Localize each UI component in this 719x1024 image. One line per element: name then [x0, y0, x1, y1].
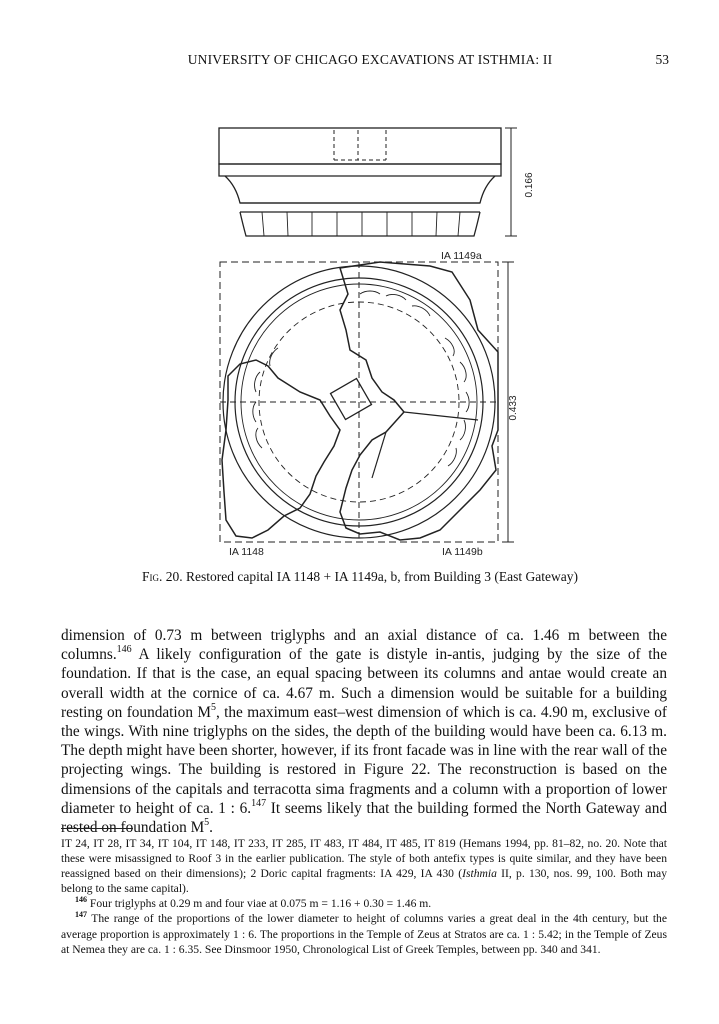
footnote-147 — [61, 911, 667, 956]
figure-caption — [60, 569, 660, 585]
footnote-ref-147[interactable]: 147 — [251, 797, 267, 809]
footnote-number-146: 146 — [75, 895, 87, 905]
label-ia-1149a: IA 1149a — [441, 250, 482, 262]
footnote-number-147: 147 — [75, 910, 87, 920]
footnote-cont-text-a: IT 24, IT 28, IT 34, IT 104, IT 148, IT 233, IT 285, IT 483, IT 484, IT 485, IT 819 (Hemans 1994, pp. 81–82, no. 20. Note that these were misassigned to Roof 3 in the earlier publication. The style of both antefix types is quite similar, and they have been reassigned based on their dimensions); 2 Doric capital fragments: IA 429, IA 430 ( — [61, 837, 667, 881]
footnote-cont-text-b: II, p. 130, nos. 99, 100. Both may belong to the same capital). — [61, 867, 667, 896]
figure-caption-text: Restored capital IA 1148 + IA 1149a, b, from Building 3 (East Gateway) — [185, 569, 579, 584]
page-number: 53 — [655, 52, 669, 67]
body-text-5: . — [209, 819, 213, 837]
capital-elevation — [219, 128, 501, 236]
footnote-cont-italic: Isthmia — [462, 867, 497, 881]
label-ia-1148: IA 1148 — [229, 546, 264, 558]
figure-caption-label: Fig. 20. — [141, 569, 183, 584]
footnote-146 — [61, 896, 667, 911]
running-head: UNIVERSITY OF CHICAGO EXCAVATIONS AT ISTHMIA: II — [187, 52, 553, 67]
fragment-ia-1148-outline — [222, 360, 340, 538]
plan-dimension: 0.433 — [508, 395, 519, 421]
body-text-4: It seems likely that the building formed the North Gateway and rested on foundation M — [61, 799, 667, 837]
footnote-divider — [61, 828, 133, 829]
body-paragraph — [61, 626, 667, 837]
body-text-2: A likely configuration of the gate is distyle in-antis, judging by the size of the foundation. If that is the case, an equal spacing between its columns and antae would create an overall width at the cornice of ca. 4.67 m. Such a dimension would be suitable for a building resting on foundation M — [61, 646, 667, 721]
footnote-continuation — [61, 836, 667, 896]
footnote-text-147: The range of the proportions of the lower diameter to height of columns varies a great deal in the 4th century, but the average proportion is approximately 1 : 6. The proportions in the Temple of Zeus at Stratos are ca. 1 : 5.42; in the Temple of Zeus at Nemea they are ca. 1 : 6.35. See Dinsmoor 1950, Chronological List of Greek Temples, between pp. 340 and 341. — [61, 912, 667, 956]
label-ia-1149b: IA 1149b — [442, 546, 483, 558]
elevation-dimension-line — [505, 128, 517, 236]
fragment-ia-1149a-outline — [340, 262, 498, 540]
footnotes — [61, 836, 667, 957]
body-text-1: dimension of 0.73 m between triglyphs and an axial distance of ca. 1.46 m between the columns. — [61, 627, 667, 664]
footnote-ref-146[interactable]: 146 — [116, 644, 132, 656]
footnote-text-146: Four triglyphs at 0.29 m and four viae at 0.075 m = 1.16 + 0.30 = 1.46 m. — [87, 897, 432, 911]
elevation-dimension: 0.166 — [524, 172, 535, 198]
capital-plan — [220, 262, 498, 542]
superscript-5: 5 — [210, 701, 216, 713]
superscript-5b: 5 — [204, 816, 210, 828]
body-text-3: , the maximum east–west dimension of which is ca. 4.90 m, exclusive of the wings. With nine triglyphs on the sides, the depth of the building would have been ca. 6.13 m. The depth might have been shorter, however, if its front facade was in line with the rear wall of the projecting wings. The building is restored in Figure 22. The reconstruction is based on the dimensions of the capitals and terracotta sima fragments and a column with a proportion of lower diameter to height of ca. 1 : 6. — [61, 703, 667, 817]
